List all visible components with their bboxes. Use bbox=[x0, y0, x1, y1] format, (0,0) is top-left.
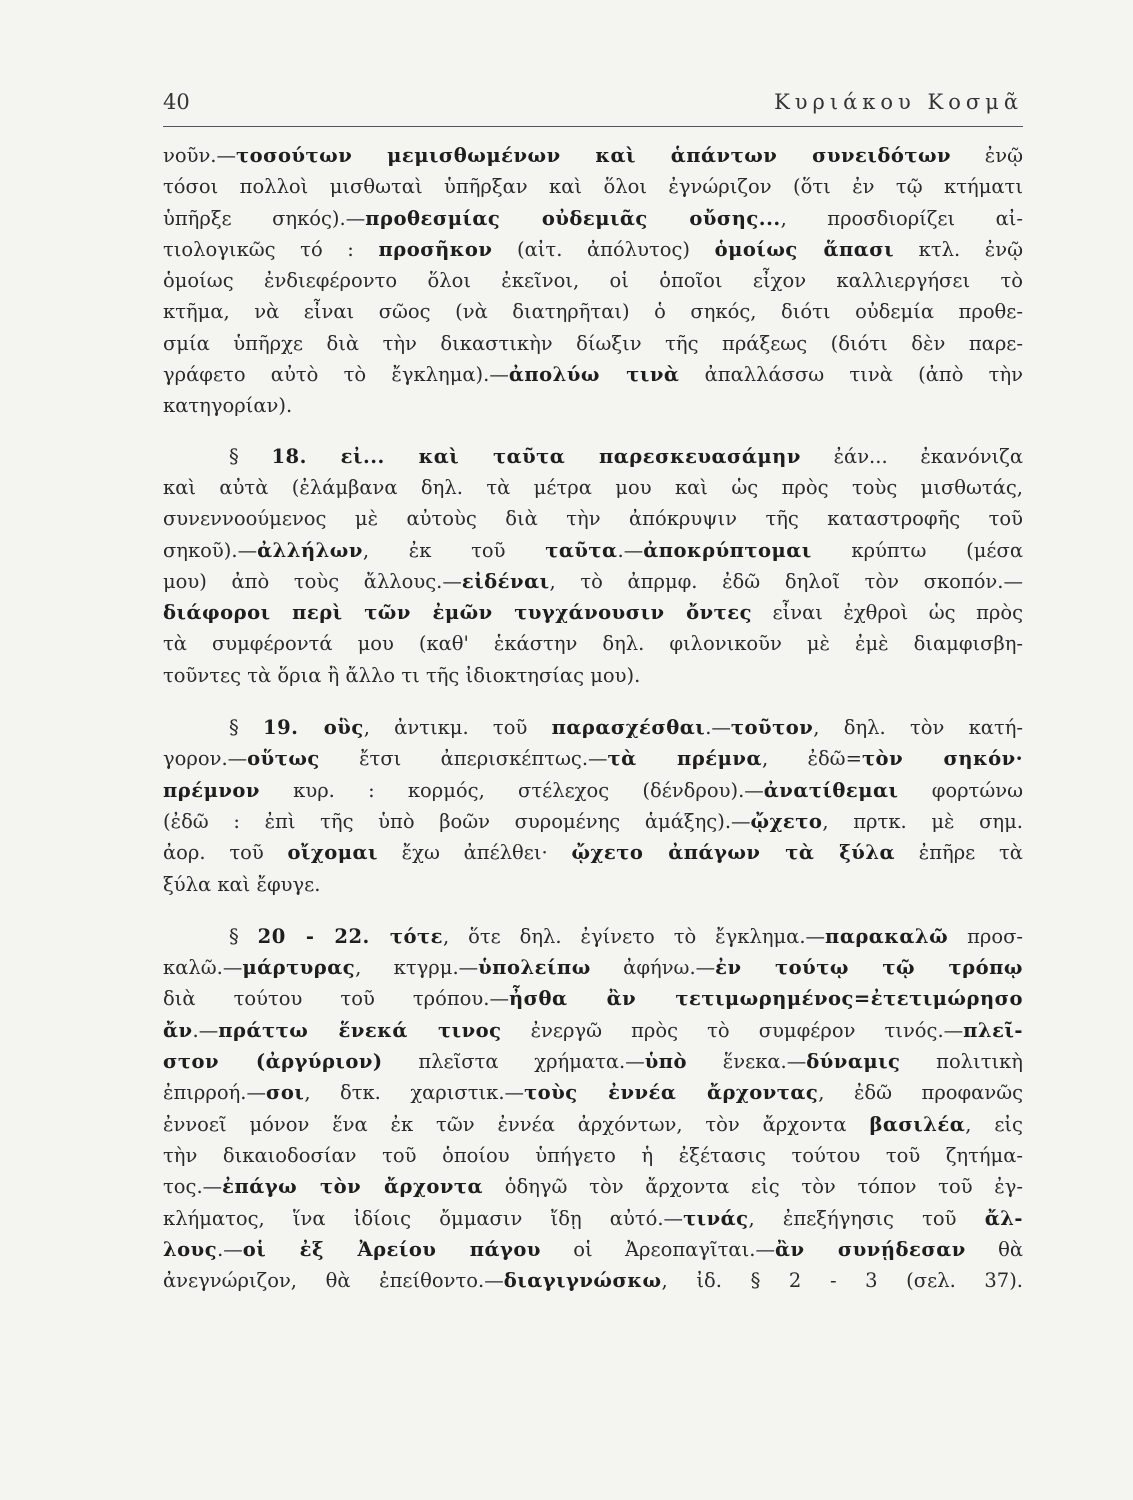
lemma: στον (ἀργύριον) bbox=[163, 1050, 383, 1074]
paragraph-18 bbox=[163, 441, 1023, 691]
lemma: μάρτυρας bbox=[242, 956, 356, 980]
text-line: ὑπῆρξε σηκός).—προθεσμίας οὐδεμιᾶς οὔσης..., προσδιορίζει αἰ- bbox=[163, 206, 1023, 230]
text-line: τὰ συμφέροντά μου (καθ' ἑκάστην δηλ. φιλονικοῦν μὲ ἐμὲ διαμφισβη- bbox=[163, 632, 1023, 656]
text-line: ἀνεγνώριζον, θὰ ἐπείθοντο.—διαγιγνώσκω, ἰδ. § 2 - 3 (σελ. 37). bbox=[163, 1269, 1023, 1293]
lemma: ὑπὸ bbox=[644, 1050, 688, 1074]
commentary-text bbox=[163, 140, 1023, 1296]
paragraph-19 bbox=[163, 712, 1023, 900]
lemma: εἰδέναι bbox=[461, 569, 550, 593]
text-line: ἀορ. τοῦ οἴχομαι ἔχω ἀπέλθει· ᾤχετο ἀπάγων τὰ ξύλα ἐπῆρε τὰ bbox=[163, 841, 1023, 865]
text-line: διὰ τούτου τοῦ τρόπου.—ἦσθα ἂν τετιμωρημένος=ἐτετιμώρησο bbox=[163, 987, 1023, 1011]
lemma: παρακαλῶ bbox=[825, 924, 949, 948]
lemma: βασιλέα bbox=[869, 1112, 966, 1136]
text-line: § 18. εἰ... καὶ ταῦτα παρεσκευασάμην ἐάν... ἐκανόνιζα bbox=[229, 444, 1023, 468]
lemma: ἀλλήλων bbox=[257, 538, 363, 562]
text-line: ξύλα καὶ ἔφυγε. bbox=[163, 872, 321, 896]
lemma: 20 - 22. τότε bbox=[257, 924, 443, 948]
lemma: πράττω ἕνεκά τινος bbox=[218, 1018, 502, 1042]
text-line: πρέμνον κυρ. : κορμός, στέλεχος (δένδρου).—ἀνατίθεμαι φορτώνω bbox=[163, 778, 1023, 802]
text-line: τὴν δικαιοδοσίαν τοῦ ὁποίου ὑπήγετο ἡ ἐξέτασις τούτου τοῦ ζητήμα- bbox=[163, 1143, 1023, 1167]
lemma: πρέμνον bbox=[163, 778, 260, 802]
text-line: συνεννοούμενος μὲ αὐτοὺς διὰ τὴν ἀπόκρυψιν τῆς καταστροφῆς τοῦ bbox=[163, 507, 1023, 531]
lemma: ἐπάγω τὸν ἄρχοντα bbox=[222, 1175, 483, 1199]
lemma: ταῦτα bbox=[545, 538, 618, 562]
lemma: δύναμις bbox=[806, 1050, 901, 1074]
lemma: παρασχέσθαι bbox=[551, 716, 706, 740]
lemma: πλεῖ- bbox=[963, 1018, 1023, 1042]
lemma: ᾤχετο ἀπάγων τὰ ξύλα bbox=[571, 841, 895, 865]
text-line: κατηγορίαν). bbox=[163, 394, 293, 418]
lemma: ὑπολείπω bbox=[478, 956, 591, 980]
text-line: ἄν.—πράττω ἕνεκά τινος ἐνεργῶ πρὸς τὸ συμφέρον τινός.—πλεῖ- bbox=[163, 1018, 1023, 1042]
text-line: σμία ὑπῆρχε διὰ τὴν δικαστικὴν δίωξιν τῆς πράξεως (διότι δὲν παρε- bbox=[163, 331, 1023, 355]
lemma: ᾤχετο bbox=[750, 809, 823, 833]
text-line: κτῆμα, νὰ εἶναι σῶος (νὰ διατηρῆται) ὁ σηκός, διότι οὐδεμία προθε- bbox=[163, 300, 1023, 324]
lemma: διαγιγνώσκω bbox=[503, 1269, 662, 1293]
text-line: ἐπιρροή.—σοι, δτκ. χαριστικ.—τοὺς ἐννέα ἄρχοντας, ἐδῶ προφανῶς bbox=[163, 1081, 1023, 1105]
text-line: τόσοι πολλοὶ μισθωταὶ ὑπῆρξαν καὶ ὅλοι ἐγνώριζον (ὅτι ἐν τῷ κτήματι bbox=[163, 175, 1023, 199]
lemma: τὰ πρέμνα bbox=[607, 747, 762, 771]
lemma: ἀπολύω τινὰ bbox=[508, 363, 680, 387]
text-line: (ἐδῶ : ἐπὶ τῆς ὑπὸ βοῶν συρομένης ἁμάξης).—ᾤχετο, πρτκ. μὲ σημ. bbox=[163, 809, 1023, 833]
text-line: τος.—ἐπάγω τὸν ἄρχοντα ὁδηγῶ τὸν ἄρχοντα εἰς τὸν τόπον τοῦ ἐγ- bbox=[163, 1175, 1023, 1199]
lemma: οἱ ἐξ Ἀρείου πάγου bbox=[242, 1237, 541, 1261]
text-line: μου) ἀπὸ τοὺς ἄλλους.—εἰδέναι, τὸ ἀπρμφ. ἐδῶ δηλοῖ τὸν σκοπόν.— bbox=[163, 569, 1023, 593]
page-number: 40 bbox=[163, 90, 190, 114]
lemma: οὕτως bbox=[247, 747, 320, 771]
lemma: τοῦτον bbox=[730, 716, 814, 740]
text-line: καὶ αὐτὰ (ἐλάμβανα δηλ. τὰ μέτρα μου καὶ ὡς πρὸς τοὺς μισθωτάς, bbox=[163, 475, 1023, 499]
text-line: λους.—οἱ ἐξ Ἀρείου πάγου οἱ Ἀρεοπαγῖται.—ἂν συνῄδεσαν θὰ bbox=[163, 1237, 1023, 1261]
lemma: ἀποκρύπτομαι bbox=[643, 538, 812, 562]
lemma: τοσούτων μεμισθωμένων καὶ ἁπάντων συνειδότων bbox=[236, 144, 952, 167]
lemma: ἂν συνῄδεσαν bbox=[774, 1237, 966, 1261]
text-line: νοῦν.—τοσούτων μεμισθωμένων καὶ ἁπάντων συνειδότων ἐνῷ bbox=[163, 144, 1023, 167]
lemma: 19. οὓς bbox=[263, 716, 364, 740]
text-line: σηκοῦ).—ἀλλήλων, ἐκ τοῦ ταῦτα.—ἀποκρύπτομαι κρύπτω (μέσα bbox=[163, 538, 1023, 562]
lemma: λους bbox=[163, 1237, 218, 1261]
text-line: τοῦντες τὰ ὅρια ἢ ἄλλο τι τῆς ἰδιοκτησίας μου). bbox=[163, 663, 641, 687]
text-line: γορον.—οὕτως ἔτσι ἀπερισκέπτως.—τὰ πρέμνα, ἐδῶ=τὸν σηκόν· bbox=[163, 747, 1023, 771]
lemma: σοι bbox=[265, 1081, 305, 1105]
lemma: διάφοροι περὶ τῶν ἐμῶν τυγχάνουσιν ὄντες bbox=[163, 601, 753, 625]
paragraph-20-22 bbox=[163, 921, 1023, 1297]
text-line: ἐννοεῖ μόνον ἕνα ἐκ τῶν ἐννέα ἀρχόντων, τὸν ἄρχοντα βασιλέα, εἰς bbox=[163, 1112, 1023, 1136]
lemma: ἐν τούτῳ τῷ τρόπῳ bbox=[715, 956, 1023, 980]
lemma: ἄν bbox=[163, 1018, 193, 1042]
text-line: στον (ἀργύριον) πλεῖστα χρήματα.—ὑπὸ ἕνεκα.—δύναμις πολιτικὴ bbox=[163, 1050, 1023, 1074]
page-header bbox=[163, 86, 1023, 127]
lemma: τοὺς ἐννέα ἄρχοντας bbox=[524, 1081, 819, 1105]
text-line: § 20 - 22. τότε, ὅτε δηλ. ἐγίνετο τὸ ἔγκλημα.—παρακαλῶ προσ- bbox=[229, 924, 1023, 948]
lemma: τινάς bbox=[683, 1206, 749, 1230]
text-line: κλήματος, ἵνα ἰδίοις ὄμμασιν ἴδῃ αὐτό.—τινάς, ἐπεξήγησις τοῦ ἄλ- bbox=[163, 1206, 1023, 1230]
lemma: οἴχομαι bbox=[287, 841, 378, 865]
lemma: ἄλ- bbox=[984, 1206, 1023, 1230]
paragraph-17-continued bbox=[163, 140, 1023, 422]
text-line: διάφοροι περὶ τῶν ἐμῶν τυγχάνουσιν ὄντες εἶναι ἐχθροὶ ὡς πρὸς bbox=[163, 601, 1023, 625]
text-line: τιολογικῶς τό : προσῆκον (αἰτ. ἀπόλυτος) ὁμοίως ἅπασι κτλ. ἐνῷ bbox=[163, 237, 1023, 261]
lemma: ἀνατίθεμαι bbox=[763, 778, 899, 802]
lemma: ἦσθα ἂν τετιμωρημένος=ἐτετιμώρησο bbox=[508, 987, 1023, 1011]
lemma: προθεσμίας οὐδεμιᾶς οὔσης... bbox=[365, 206, 781, 230]
running-head: Κυριάκου Κοσμᾶ bbox=[774, 90, 1023, 114]
lemma: προσῆκον bbox=[378, 237, 493, 261]
lemma: ὁμοίως ἅπασι bbox=[714, 237, 895, 261]
text-line: γράφετο αὐτὸ τὸ ἔγκλημα).—ἀπολύω τινὰ ἀπαλλάσσω τινὰ (ἀπὸ τὴν bbox=[163, 363, 1023, 387]
lemma: 18. εἰ... καὶ ταῦτα παρεσκευασάμην bbox=[271, 444, 801, 468]
text-line: § 19. οὓς, ἀντικμ. τοῦ παρασχέσθαι.—τοῦτον, δηλ. τὸν κατή- bbox=[229, 716, 1023, 740]
text-line: καλῶ.—μάρτυρας, κτγρμ.—ὑπολείπω ἀφήνω.—ἐν τούτῳ τῷ τρόπῳ bbox=[163, 956, 1023, 980]
lemma: τὸν σηκόν· bbox=[861, 747, 1023, 771]
text-line: ὁμοίως ἐνδιεφέροντο ὅλοι ἐκεῖνοι, οἱ ὁποῖοι εἶχον καλλιεργήσει τὸ bbox=[163, 269, 1023, 293]
